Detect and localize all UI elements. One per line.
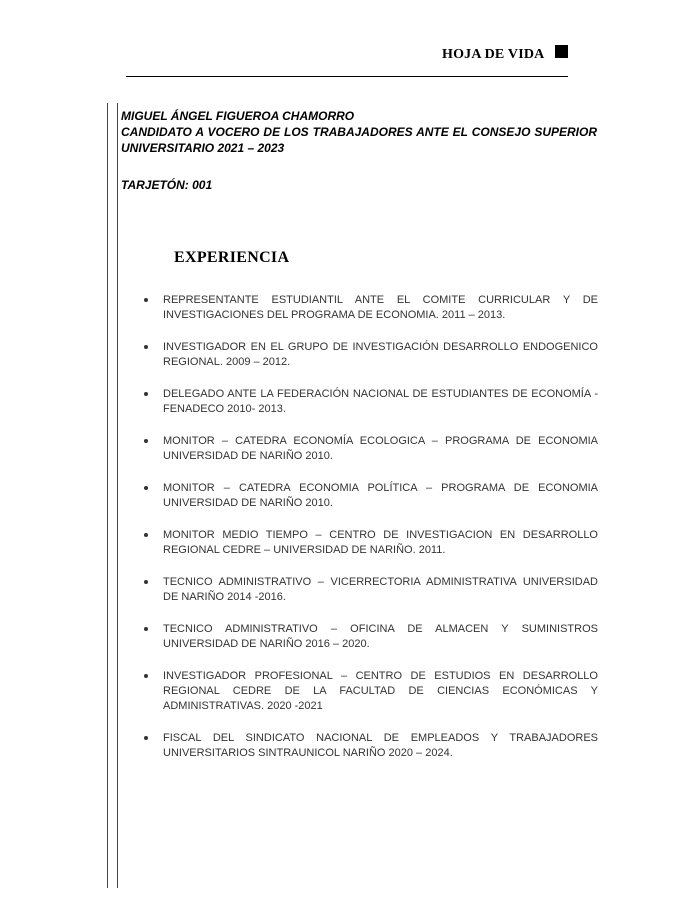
header-rule	[126, 76, 568, 77]
candidate-name: MIGUEL ÁNGEL FIGUEROA CHAMORRO	[121, 109, 355, 123]
experience-item-text: TECNICO ADMINISTRATIVO – OFICINA DE ALMACEN Y SUMINISTROS UNIVERSIDAD DE NARIÑO 2016 – 2020.	[163, 623, 598, 650]
bullet-icon	[144, 298, 148, 302]
bullet-icon	[144, 533, 148, 537]
experience-item	[140, 387, 598, 417]
experience-list	[140, 293, 598, 778]
experience-item-text: INVESTIGADOR PROFESIONAL – CENTRO DE ESTUDIOS EN DESARROLLO REGIONAL CEDRE DE LA FACULTAD DE CIENCIAS ECONÓMICAS Y ADMINISTRATIVAS. 2020 -2021	[163, 670, 598, 712]
experience-item	[140, 669, 598, 714]
experience-item-text: REPRESENTANTE ESTUDIANTIL ANTE EL COMITE CURRICULAR Y DE INVESTIGACIONES DEL PROGRAMA DE ECONOMIA. 2011 – 2013.	[163, 294, 598, 321]
bullet-icon	[144, 345, 148, 349]
experience-item-text: MONITOR MEDIO TIEMPO – CENTRO DE INVESTIGACION EN DESARROLLO REGIONAL CEDRE – UNIVERSIDAD DE NARIÑO. 2011.	[163, 529, 598, 556]
candidate-block	[121, 108, 597, 156]
bullet-icon	[144, 392, 148, 396]
margin-line-outer	[107, 103, 108, 888]
experience-item-text: MONITOR – CATEDRA ECONOMIA POLÍTICA – PROGRAMA DE ECONOMIA UNIVERSIDAD DE NARIÑO 2010.	[163, 482, 598, 509]
header-square-mark	[555, 45, 568, 58]
bullet-icon	[144, 580, 148, 584]
experience-item	[140, 481, 598, 511]
bullet-icon	[144, 627, 148, 631]
experience-item	[140, 622, 598, 652]
experience-item	[140, 575, 598, 605]
experience-item-text: DELEGADO ANTE LA FEDERACIÓN NACIONAL DE ESTUDIANTES DE ECONOMÍA - FENADECO 2010- 2013.	[163, 388, 598, 415]
bullet-icon	[144, 736, 148, 740]
header-title: HOJA DE VIDA	[442, 47, 545, 62]
experience-item	[140, 731, 598, 761]
experience-item-text: INVESTIGADOR EN EL GRUPO DE INVESTIGACIÓN DESARROLLO ENDOGENICO REGIONAL. 2009 – 2012.	[163, 341, 598, 368]
experience-title: EXPERIENCIA	[174, 249, 290, 266]
experience-item-text: FISCAL DEL SINDICATO NACIONAL DE EMPLEADOS Y TRABAJADORES UNIVERSITARIOS SINTRAUNICOL NARIÑO 2020 – 2024.	[163, 732, 598, 759]
bullet-icon	[144, 486, 148, 490]
margin-line-inner	[117, 103, 118, 888]
candidate-position-line1: CANDIDATO A VOCERO DE LOS TRABAJADORES ANTE EL CONSEJO SUPERIOR	[121, 125, 597, 139]
bullet-icon	[144, 674, 148, 678]
candidate-position-line2: UNIVERSITARIO 2021 – 2023	[121, 141, 285, 155]
experience-item	[140, 434, 598, 464]
experience-item-text: MONITOR – CATEDRA ECONOMÍA ECOLOGICA – PROGRAMA DE ECONOMIA UNIVERSIDAD DE NARIÑO 2010.	[163, 435, 598, 462]
bullet-icon	[144, 439, 148, 443]
experience-item	[140, 340, 598, 370]
experience-item-text: TECNICO ADMINISTRATIVO – VICERRECTORIA ADMINISTRATIVA UNIVERSIDAD DE NARIÑO 2014 -2016.	[163, 576, 598, 603]
tarjeton-number: TARJETÓN: 001	[121, 178, 213, 192]
experience-item	[140, 528, 598, 558]
experience-item	[140, 293, 598, 323]
